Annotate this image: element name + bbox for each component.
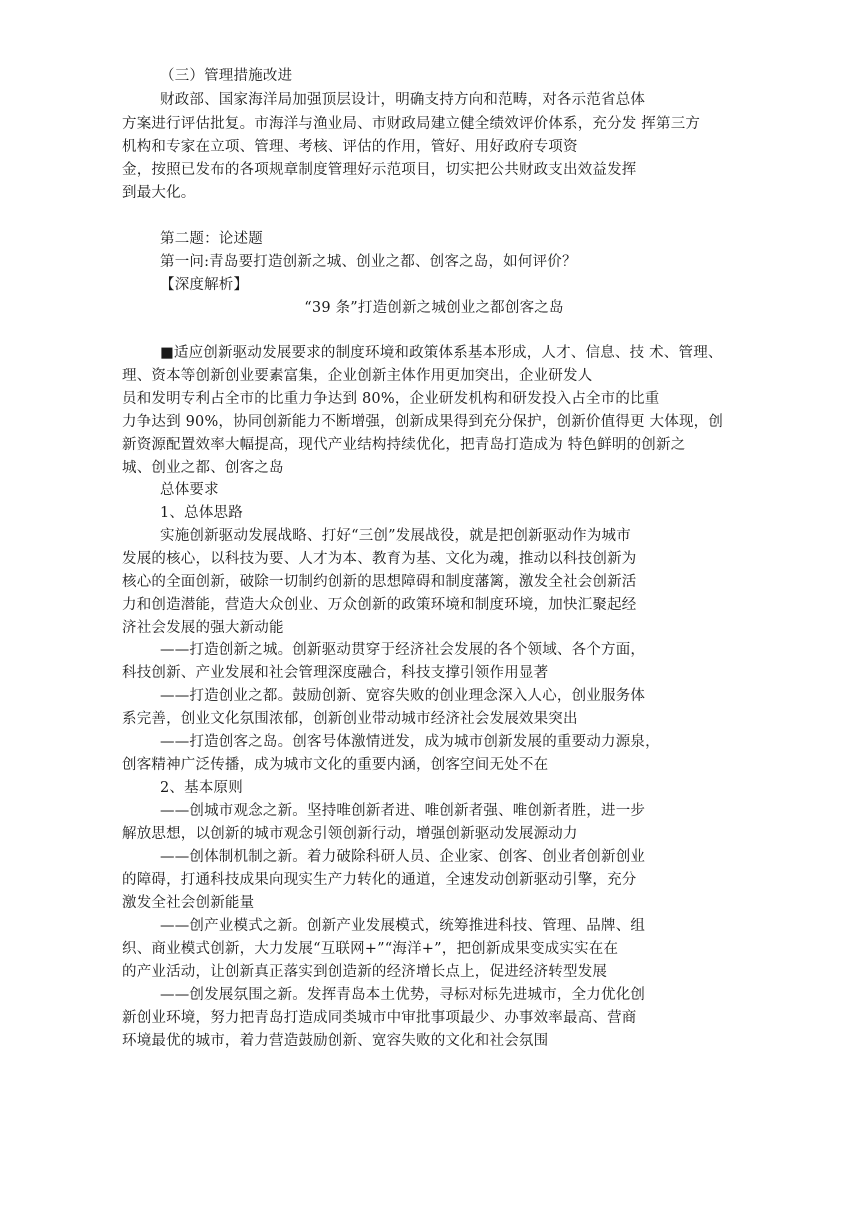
question-title: 第二题：论述题: [160, 231, 263, 247]
paragraph-line: 城、创业之都、创客之岛: [122, 460, 284, 476]
paragraph-line: 到最大化。: [122, 185, 196, 201]
paragraph-line: 员和发明专利占全市的比重力争达到 80%，企业研发机构和研发投入占全市的比重: [122, 391, 660, 407]
paragraph-line: 方案进行评估批复。市海洋与渔业局、市财政局建立健全绩效评价体系，充分发 挥第三方: [122, 116, 701, 132]
paragraph-line: 实施创新驱动发展战略、打好“三创”发展战役，就是把创新驱动作为城市: [160, 528, 631, 544]
paragraph-line: 科技创新、产业发展和社会管理深度融合，科技支撑引领作用显著: [122, 665, 549, 681]
paragraph-line: 系完善，创业文化氛围浓郁，创新创业带动城市经济社会发展效果突出: [122, 711, 578, 727]
paragraph-line: 机构和专家在立项、管理、考核、评估的作用，管好、用好政府专项资: [122, 139, 578, 155]
paragraph-line: 新资源配置效率大幅提高，现代产业结构持续优化，把青岛打造成为 特色鲜明的创新之: [122, 437, 686, 453]
paragraph-line: ——打造创业之都。鼓励创新、宽容失败的创业理念深入人心，创业服务体: [160, 688, 646, 704]
paragraph-line: ——打造创客之岛。创客号体激情迸发，成为城市创新发展的重要动力源泉，: [160, 734, 660, 750]
paragraph-line: ——创城市观念之新。坚持唯创新者进、唯创新者强、唯创新者胜，进一步: [160, 803, 646, 819]
paragraph-line: 激发全社会创新能量: [122, 895, 255, 911]
paragraph-line: 环境最优的城市，着力营造鼓励创新、宽容失败的文化和社会氛围: [122, 1033, 549, 1049]
paragraph-line: 济社会发展的强大新动能: [122, 620, 284, 636]
paragraph-line: 的产业活动，让创新真正落实到创造新的经济增长点上，促进经济转型发展: [122, 964, 608, 980]
paragraph-line: 金，按照已发布的各项规章制度管理好示范项目，切实把公共财政支出效益发挥: [122, 162, 637, 178]
paragraph-line: ——创产业模式之新。创新产业发展模式，统筹推进科技、管理、品牌、组: [160, 918, 646, 934]
paragraph-line: 理、资本等创新创业要素富集，企业创新主体作用更加突出，企业研发人: [122, 368, 593, 384]
paragraph-line: ——打造创新之城。创新驱动贯穿于经济社会发展的各个领域、各个方面，: [160, 642, 646, 658]
paragraph-line: 的障碍，打通科技成果向现实生产力转化的通道，全速发动创新驱动引擎，充分: [122, 872, 637, 888]
paragraph-line: 核心的全面创新，破除一切制约创新的思想障碍和制度藩篱，激发全社会创新活: [122, 574, 637, 590]
paragraph-line: 织、商业模式创新，大力发展“互联网+”“海洋+”，把创新成果变成实实在在: [122, 941, 619, 957]
subsection-heading: 1、总体思路: [160, 505, 243, 521]
paragraph-line: ■适应创新驱动发展要求的制度环境和政策体系基本形成，人才、信息、技 术、管理、: [160, 345, 723, 361]
paragraph-line: 力和创造潜能，营造大众创业、万众创新的政策环境和制度环境，加快汇聚起经: [122, 597, 637, 613]
subtitle: “39 条”打造创新之城创业之都创客之岛: [304, 300, 564, 316]
paragraph-line: 创客精神广泛传播，成为城市文化的重要内涵，创客空间无处不在: [122, 757, 549, 773]
subsection-heading: 2、基本原则: [160, 780, 243, 796]
paragraph-line: ——创发展氛围之新。发挥青岛本土优势，寻标对标先进城市，全力优化创: [160, 987, 646, 1003]
paragraph-line: ——创体制机制之新。着力破除科研人员、企业家、创客、创业者创新创业: [160, 849, 646, 865]
paragraph-line: 力争达到 90%，协同创新能力不断增强，创新成果得到充分保护，创新价值得更 大体现，创: [122, 414, 724, 430]
paragraph-line: 发展的核心，以科技为要、人才为本、教育为基、文化为魂，推动以科技创新为: [122, 551, 637, 567]
section-heading: （三）管理措施改进: [160, 68, 293, 84]
paragraph-line: 新创业环境，努力把青岛打造成同类城市中审批事项最少、办事效率最高、营商: [122, 1010, 637, 1026]
analysis-label: 【深度解析】: [160, 277, 249, 293]
paragraph-line: 解放思想，以创新的城市观念引领创新行动，增强创新驱动发展源动力: [122, 826, 578, 842]
paragraph-line: 财政部、国家海洋局加强顶层设计，明确支持方向和范畴，对各示范省总体: [160, 92, 646, 108]
section-heading: 总体要求: [160, 482, 219, 498]
question-text: 第一问:青岛要打造创新之城、创业之都、创客之岛，如何评价？: [160, 254, 577, 270]
